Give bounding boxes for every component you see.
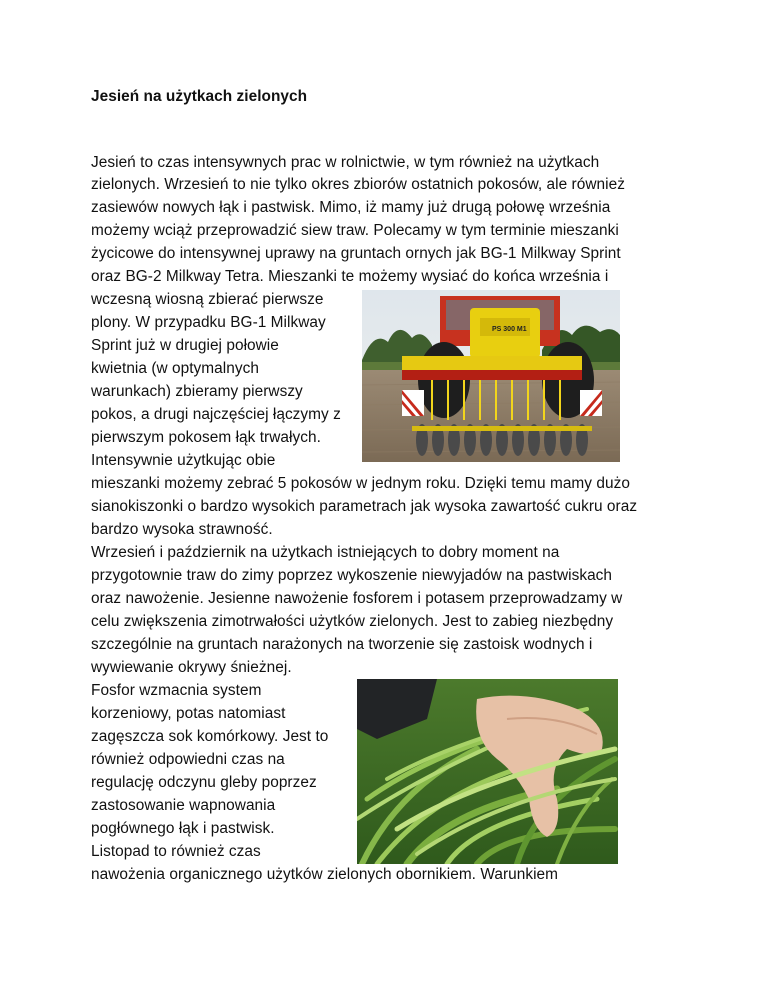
paragraph-line: zielonych. Wrzesień to nie tylko okres zbiorów ostatnich pokosów, ale również: [91, 176, 625, 193]
paragraph-line: Jesień to czas intensywnych prac w rolnictwie, w tym również na użytkach: [91, 154, 600, 171]
paragraph-line: przygotownie traw do zimy poprzez wykoszenie niewyjadów na pastwiskach: [91, 567, 613, 584]
paragraph-line: plony. W przypadku BG-1 Milkway: [91, 314, 326, 331]
paragraph-line: życicowe do intensywnej uprawy na gruntach ornych jak BG-1 Milkway Sprint: [91, 245, 621, 262]
paragraph-line: zastosowanie wapnowania: [91, 797, 276, 814]
paragraph-line: szczególnie na gruntach narażonych na tworzenie się zastoisk wodnych i: [91, 636, 593, 653]
hand-on-grass-photo: [357, 679, 618, 864]
paragraph-line: korzeniowy, potas natomiast: [91, 705, 286, 722]
paragraph-line: mieszanki możemy zebrać 5 pokosów w jednym roku. Dzięki temu mamy dużo: [91, 475, 630, 492]
paragraph-line: również odpowiedni czas na: [91, 751, 285, 768]
paragraph-line: możemy wciąż przeprowadzić siew traw. Polecamy w tym terminie mieszanki: [91, 222, 619, 239]
paragraph-line: sianokiszonki o bardzo wysokich parametrach jak wysoka zawartość cukru oraz: [91, 498, 638, 515]
paragraph-line: oraz BG-2 Milkway Tetra. Mieszanki te możemy wysiać do końca września i: [91, 268, 609, 285]
paragraph-line: pokos, a drugi najczęściej łączymy z: [91, 406, 341, 423]
paragraph-line: Wrzesień i październik na użytkach istniejących to dobry moment na: [91, 544, 560, 561]
paragraph-line: Fosfor wzmacnia system: [91, 682, 262, 699]
paragraph-line: kwietnia (w optymalnych: [91, 360, 259, 377]
tractor-seeder-photo: [362, 290, 620, 462]
paragraph-line: Intensywnie użytkując obie: [91, 452, 276, 469]
paragraph-line: Listopad to również czas: [91, 843, 261, 860]
paragraph-line: celu zwiększenia zimotrwałości użytków zielonych. Jest to zabieg niezbędny: [91, 613, 614, 630]
paragraph-line: zasiewów nowych łąk i pastwisk. Mimo, iż mamy już drugą połowę września: [91, 199, 611, 216]
document-title: Jesień na użytkach zielonych: [91, 88, 308, 105]
paragraph-line: wywiewanie okrywy śnieżnej.: [91, 659, 292, 676]
paragraph-line: oraz nawożenie. Jesienne nawożenie fosforem i potasem przeprowadzamy w: [91, 590, 623, 607]
paragraph-line: pogłównego łąk i pastwisk.: [91, 820, 275, 837]
paragraph-line: wczesną wiosną zbierać pierwsze: [91, 291, 324, 308]
paragraph-line: warunkach) zbieramy pierwszy: [91, 383, 303, 400]
paragraph-line: pierwszym pokosem łąk trwałych.: [91, 429, 321, 446]
paragraph-line: Sprint już w drugiej połowie: [91, 337, 279, 354]
paragraph-line: zagęszcza sok komórkowy. Jest to: [91, 728, 329, 745]
paragraph-line: nawożenia organicznego użytków zielonych obornikiem. Warunkiem: [91, 866, 559, 883]
paragraph-line: regulację odczynu gleby poprzez: [91, 774, 317, 791]
paragraph-line: bardzo wysoka strawność.: [91, 521, 273, 538]
svg-text:PS 300 M1: PS 300 M1: [492, 326, 527, 333]
